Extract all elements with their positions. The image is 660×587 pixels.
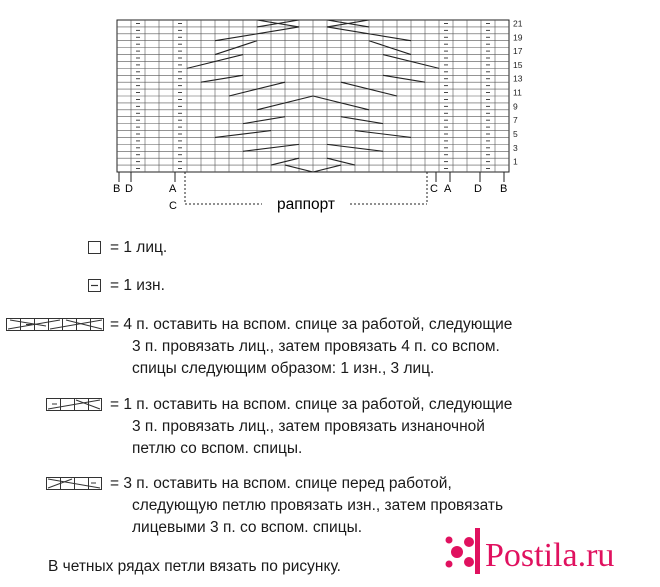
row-numbers [513, 18, 523, 166]
row-number: 7 [513, 115, 518, 126]
watermark-site: Postila.ru [485, 537, 615, 574]
knit-symbol-icon [88, 241, 102, 255]
row-number: 11 [513, 87, 522, 98]
label-c-right: C [430, 183, 438, 195]
footer-note: В четных рядах петли вязать по рисунку. [48, 558, 341, 575]
bottom-markers [113, 172, 507, 213]
label-d-right: D [474, 183, 482, 195]
row-number: 9 [513, 101, 518, 112]
row-number: 19 [513, 32, 523, 43]
postila-watermark-logo [445, 518, 655, 582]
legend-purl-text: = 1 изн. [110, 277, 165, 294]
row-number: 5 [513, 129, 518, 139]
label-c-left: C [169, 200, 177, 212]
label-d-left: D [125, 183, 133, 195]
row-number: 15 [513, 59, 523, 70]
legend-cross-3-1-line-2: следующую петлю провязать изн., затем провязать [132, 497, 504, 514]
row-number: 13 [513, 73, 523, 84]
legend-cable-4-3-line-2: 3 п. провязать лиц., затем провязать 4 п. со вспом. [132, 338, 500, 355]
cable-4-3-symbol-icon [6, 318, 104, 332]
row-number: 1 [513, 156, 518, 167]
purl-symbol-icon [88, 279, 102, 293]
legend-cross-1-3-line-2: 3 п. провязать лиц., затем провязать изнаночной [132, 418, 485, 435]
legend-cross-1-3-line-1: = 1 п. оставить на вспом. спице за работой, следующие [110, 396, 513, 413]
label-a-left: A [169, 183, 177, 195]
label-b-right: B [500, 183, 508, 195]
repeat-label: раппорт [276, 196, 336, 213]
knitting-chart [0, 0, 660, 230]
legend-cross-3-1-line-3: лицевыми 3 п. со вспом. спицы. [132, 519, 363, 536]
label-a-right: A [444, 183, 452, 195]
legend-cable-4-3-line-3: спицы следующим образом: 1 изн., 3 лиц. [132, 360, 435, 377]
label-b-left: B [113, 183, 121, 195]
row-number: 17 [513, 46, 523, 57]
cross-1-3-symbol-icon [46, 398, 102, 412]
row-number: 21 [513, 18, 523, 29]
cross-3-1-symbol-icon [46, 477, 102, 491]
legend-knit-text: = 1 лиц. [110, 239, 168, 256]
legend-cross-1-3-line-3: петлю со вспом. спицы. [132, 440, 303, 457]
legend-cable-4-3-line-1: = 4 п. оставить на вспом. спице за работой, следующие [110, 316, 513, 333]
legend-cross-3-1-line-1: = 3 п. оставить на вспом. спице перед работой, [110, 475, 452, 492]
row-number: 3 [513, 142, 518, 153]
